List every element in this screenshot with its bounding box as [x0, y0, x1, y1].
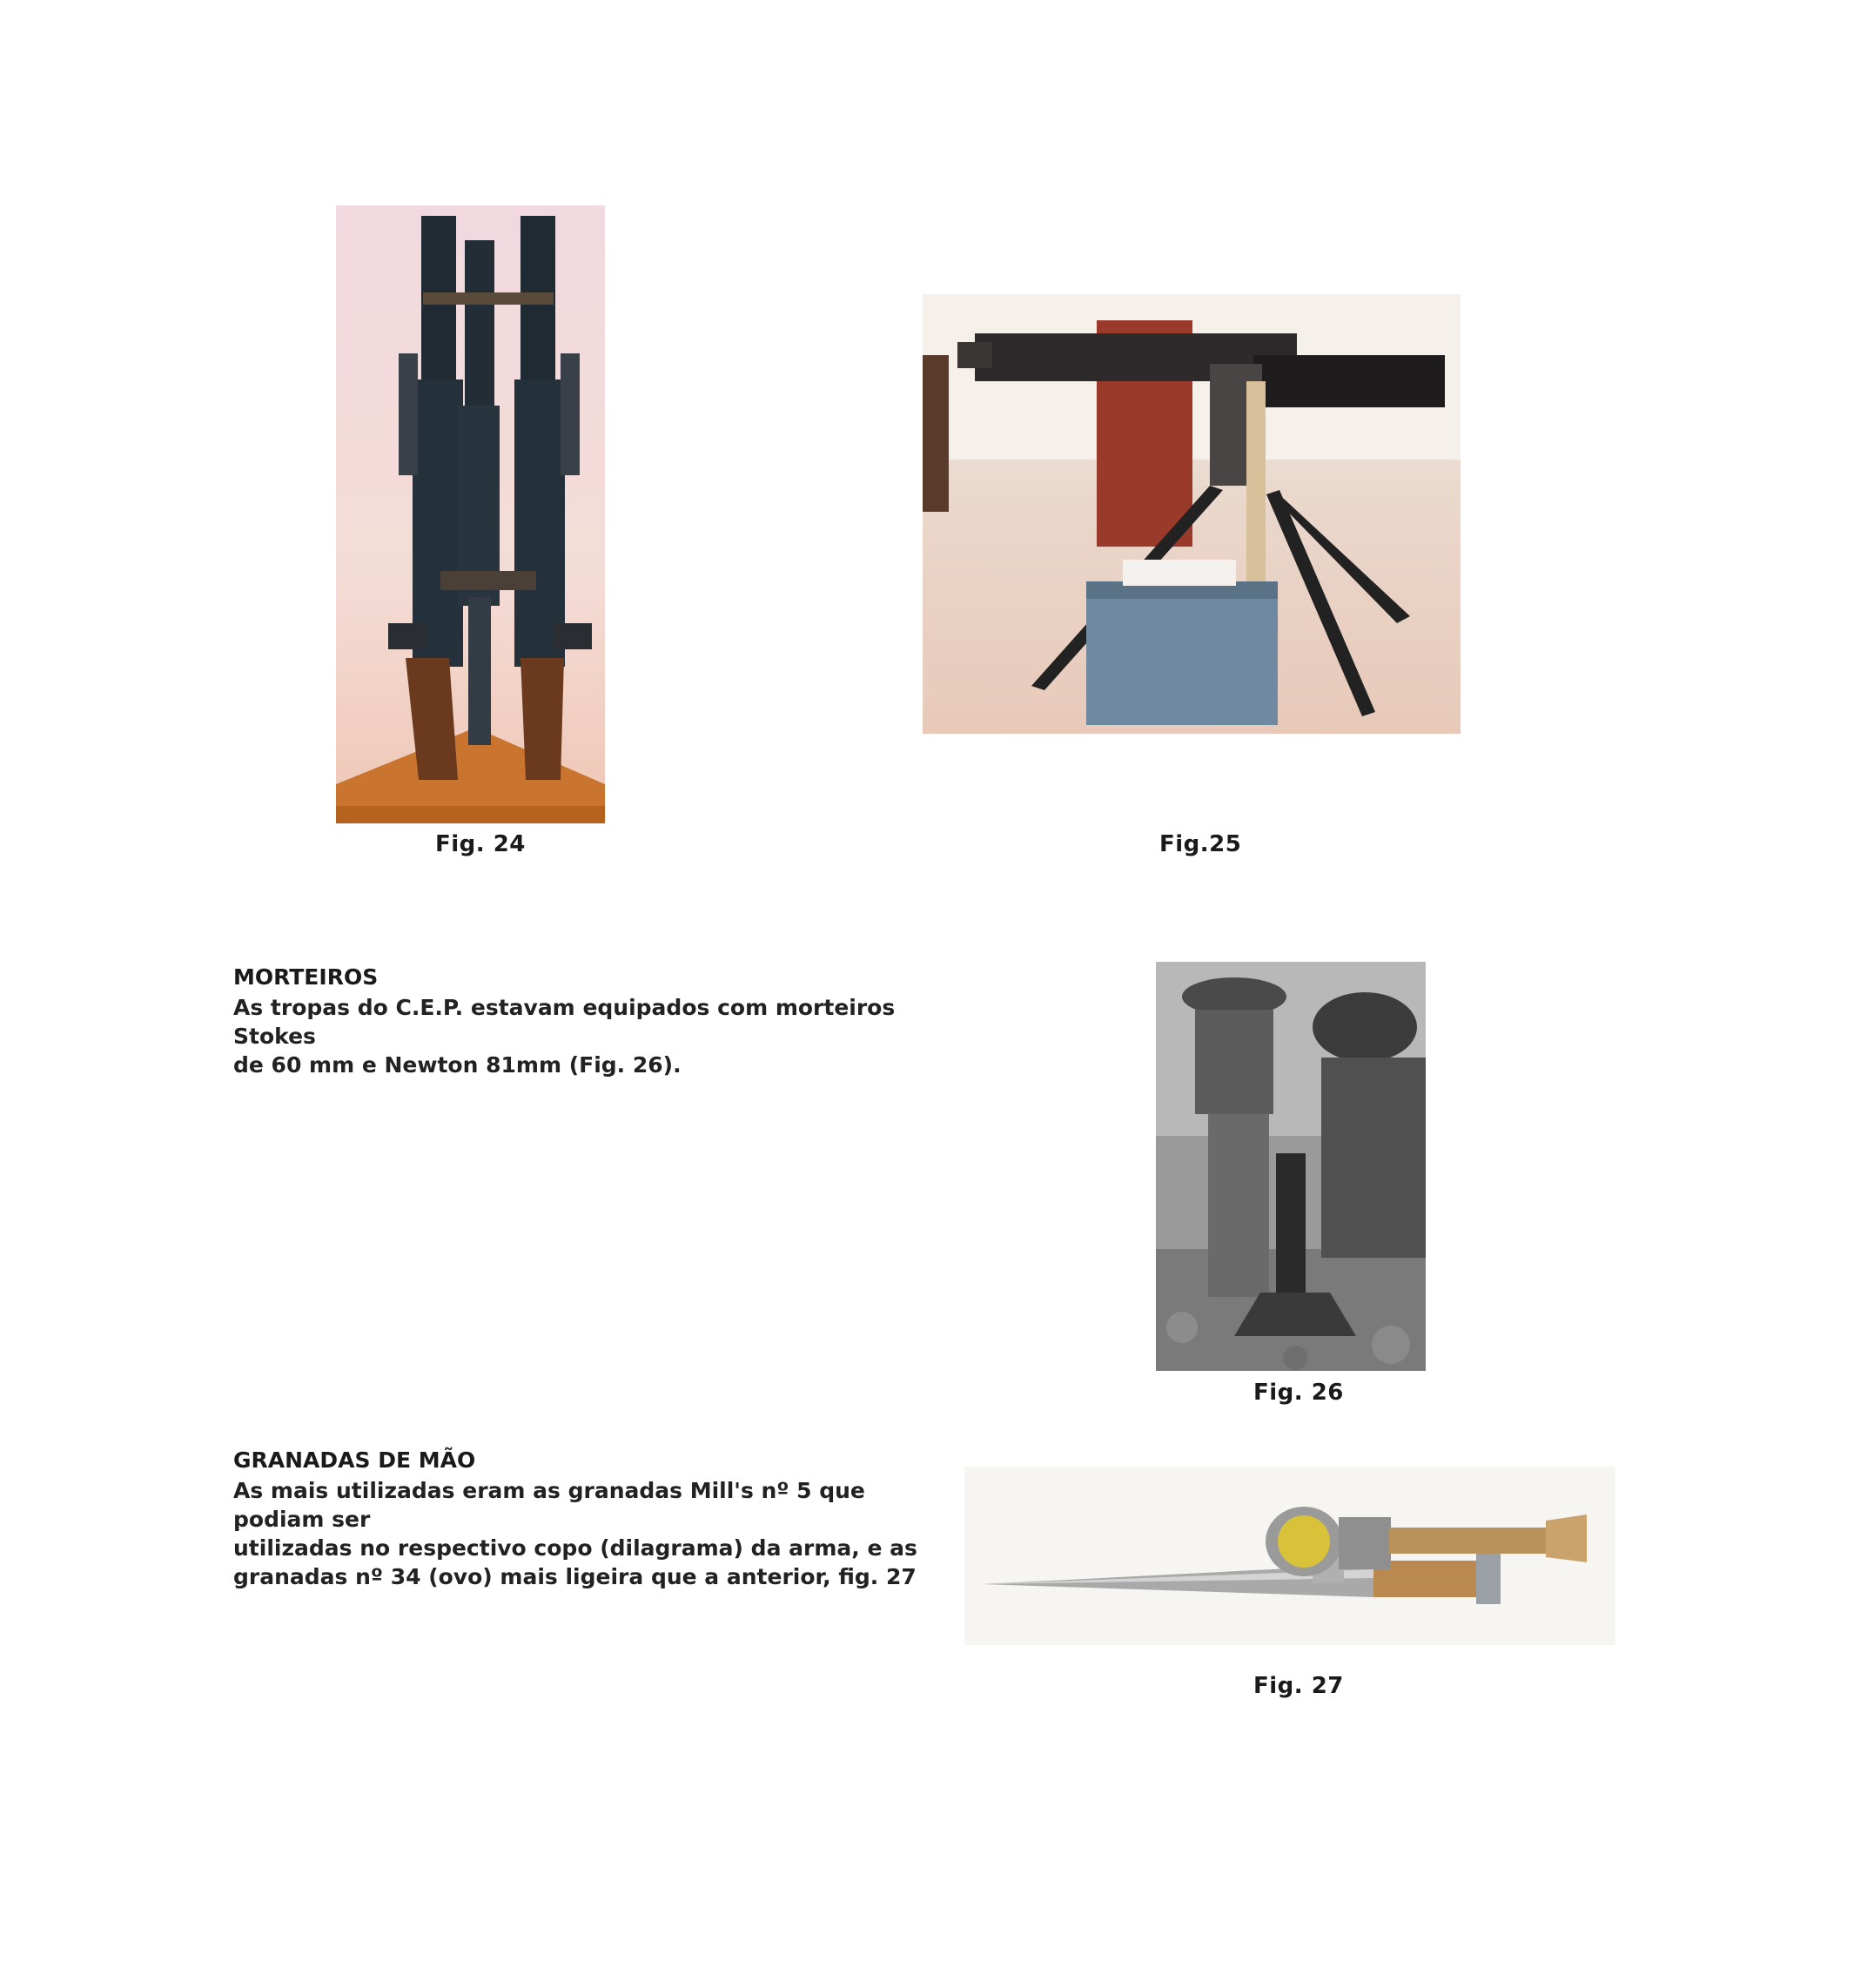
granadas-section: [233, 1447, 956, 1591]
morteiros-section: [233, 964, 947, 1079]
fig24-image: [336, 205, 605, 823]
fig27-caption: Fig. 27: [1253, 1673, 1344, 1699]
granadas-line: utilizadas no respectivo copo (dilagrama) da arma, e as: [233, 1535, 917, 1561]
granadas-heading: GRANADAS DE MÃO: [233, 1447, 476, 1473]
fig26-image: [1156, 962, 1426, 1371]
lewis-guns-on-stand-photo: [336, 205, 605, 823]
fig26-caption: Fig. 26: [1253, 1380, 1344, 1406]
morteiros-heading: MORTEIROS: [233, 964, 379, 990]
bayonet-with-grenade-photo: [964, 1467, 1615, 1645]
fig24-caption: Fig. 24: [435, 831, 526, 857]
vickers-machine-gun-tripod-photo: [923, 294, 1461, 734]
morteiros-line: As tropas do C.E.P. estavam equipados com morteiros Stokes: [233, 995, 896, 1049]
morteiros-line: de 60 mm e Newton 81mm (Fig. 26).: [233, 1052, 682, 1078]
stokes-mortar-crew-photo: [1156, 962, 1426, 1371]
fig27-image: [964, 1467, 1615, 1645]
granadas-line: As mais utilizadas eram as granadas Mill's nº 5 que podiam ser: [233, 1478, 865, 1532]
fig25-caption: Fig.25: [1159, 831, 1242, 857]
fig25-image: [923, 294, 1461, 734]
granadas-line: granadas nº 34 (ovo) mais ligeira que a anterior, fig. 27: [233, 1564, 917, 1589]
